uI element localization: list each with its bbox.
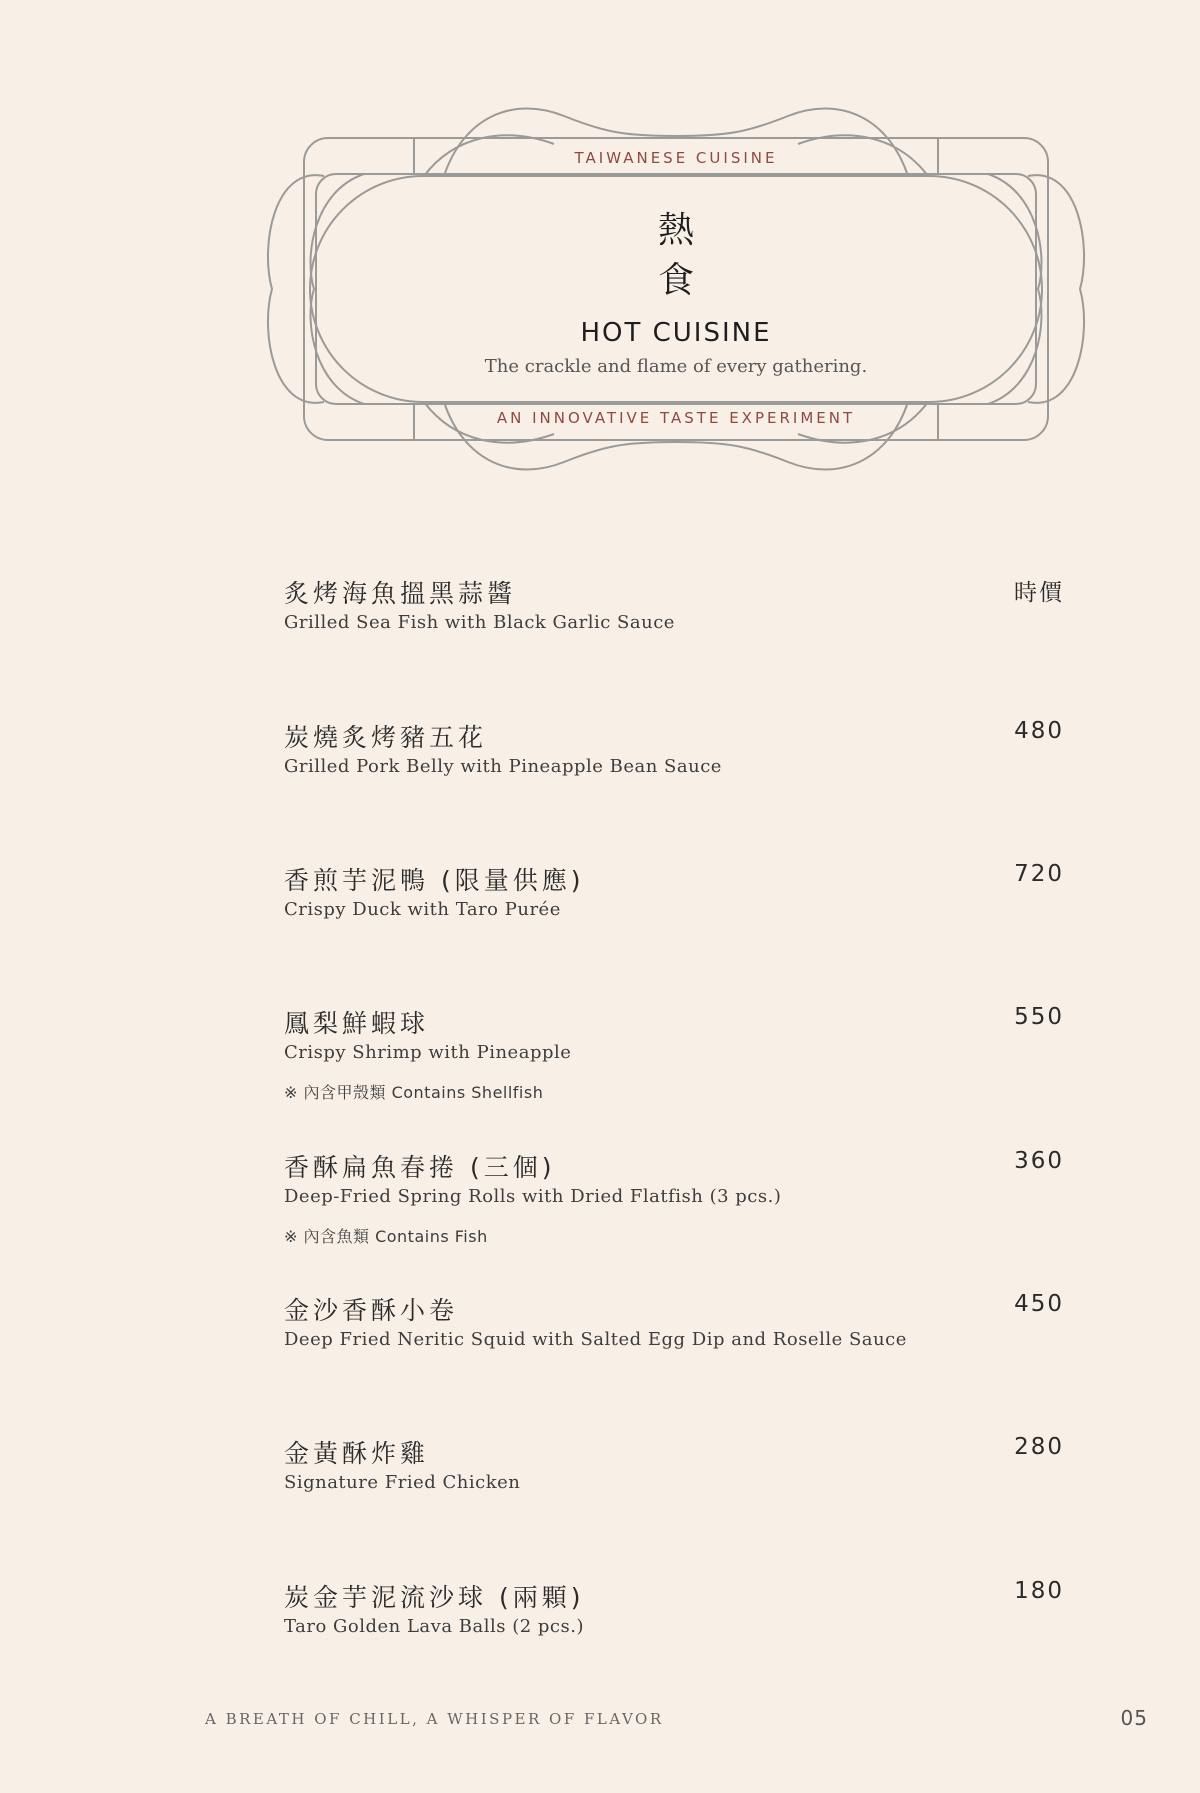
dish-name-zh: 金黃酥炸雞 — [284, 1439, 430, 1468]
dish-price: 720 — [1014, 861, 1064, 887]
section-title-zh-char-2: 食 — [657, 260, 694, 301]
dish-name-en: Taro Golden Lava Balls (2 pcs.) — [284, 1616, 584, 1637]
dish-name-en: Grilled Pork Belly with Pineapple Bean Sauce — [284, 756, 722, 777]
dish-name-zh: 炭金芋泥流沙球 (兩顆) — [284, 1583, 585, 1612]
dish-name-en: Grilled Sea Fish with Black Garlic Sauce — [284, 612, 675, 633]
dish-price: 480 — [1014, 718, 1064, 744]
dish-price: 450 — [1014, 1291, 1064, 1317]
section-tagline: The crackle and flame of every gathering. — [484, 356, 868, 377]
dish-name-en: Deep Fried Neritic Squid with Salted Egg Dip and Roselle Sauce — [284, 1329, 907, 1350]
section-title-en: HOT CUISINE — [580, 318, 772, 348]
dish-name-zh: 香煎芋泥鴨 (限量供應) — [284, 866, 585, 895]
dish-price: 360 — [1014, 1148, 1064, 1174]
page-number: 05 — [1120, 1706, 1148, 1730]
dish-name-en: Signature Fried Chicken — [284, 1472, 521, 1493]
dish-name-zh: 炙烤海魚搵黑蒜醬 — [284, 579, 517, 608]
dish-price: 280 — [1014, 1434, 1064, 1460]
footer-tagline: A BREATH OF CHILL, A WHISPER OF FLAVOR — [205, 1710, 664, 1728]
dish-name-zh: 金沙香酥小卷 — [284, 1296, 459, 1325]
section-title-zh-char-1: 熱 — [657, 210, 694, 251]
dish-price: 550 — [1014, 1004, 1064, 1030]
dish-name-zh: 炭燒炙烤豬五花 — [284, 723, 488, 752]
dish-name-en: Crispy Duck with Taro Purée — [284, 899, 561, 920]
experiment-label: AN INNOVATIVE TASTE EXPERIMENT — [496, 409, 856, 427]
dish-price: 時價 — [1014, 580, 1064, 606]
dish-price: 180 — [1014, 1578, 1064, 1604]
dish-name-zh: 香酥扁魚春捲 (三個) — [284, 1153, 556, 1182]
allergen-note: ※ 內含甲殼類 Contains Shellfish — [284, 1083, 544, 1102]
dish-name-en: Crispy Shrimp with Pineapple — [284, 1042, 572, 1063]
cuisine-category-label: TAIWANESE CUISINE — [574, 149, 778, 167]
header-frame — [264, 96, 1088, 482]
dish-name-en: Deep-Fried Spring Rolls with Dried Flatfish (3 pcs.) — [284, 1186, 782, 1207]
dish-name-zh: 鳳梨鮮蝦球 — [284, 1009, 430, 1038]
allergen-note: ※ 內含魚類 Contains Fish — [284, 1227, 488, 1246]
